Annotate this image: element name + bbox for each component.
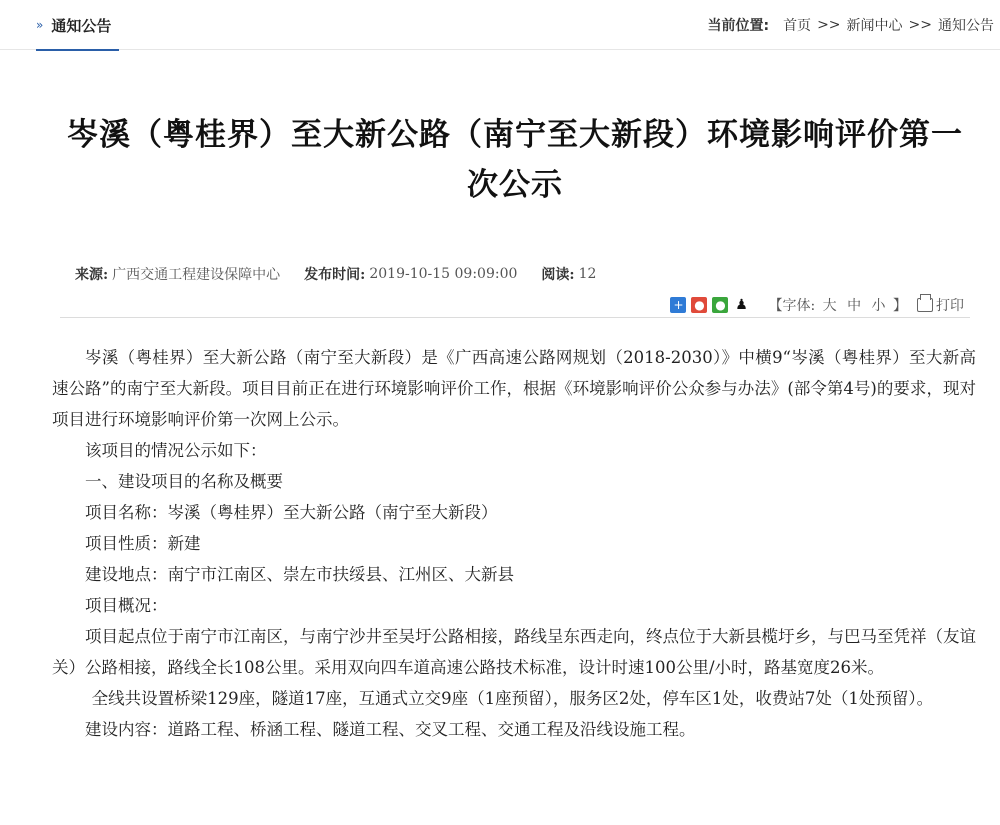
breadcrumb [707, 0, 994, 50]
body-paragraph: 一、建设项目的名称及概要 [85, 472, 283, 491]
share-more-icon[interactable]: + [670, 297, 686, 313]
breadcrumb-home-link[interactable]: 首页 [783, 18, 812, 34]
top-bar [0, 0, 1000, 50]
article-meta [75, 264, 620, 284]
font-size-selector [768, 295, 907, 315]
breadcrumb-notices-link[interactable]: 通知公告 [938, 18, 994, 34]
breadcrumb-prefix: 当前位置: [707, 18, 770, 34]
body-paragraph: 建设内容：道路工程、桥涵工程、隧道工程、交叉工程、交通工程及沿线设施工程。 [85, 720, 696, 739]
source-value: 广西交通工程建设保障中心 [112, 267, 281, 283]
body-paragraph: 该项目的情况公示如下： [85, 441, 267, 460]
print-button[interactable] [917, 295, 964, 315]
breadcrumb-separator: >> [908, 17, 932, 33]
section-tab-notices[interactable] [36, 0, 111, 50]
section-tab-label: 通知公告 [51, 16, 112, 35]
article-title: 岑溪（粤桂界）至大新公路（南宁至大新段）环境影响评价第一次公示 [67, 117, 963, 203]
publish-time-value: 2019-10-15 09:09:00 [369, 266, 518, 282]
read-count-label: 阅读: [541, 267, 575, 283]
body-paragraph: 全线共设置桥梁129座，隧道17座，互通式立交9座（1座预留），服务区2处，停车区1处，收费站7处（1处预留）。 [91, 689, 934, 708]
body-paragraph: 项目概况： [85, 596, 168, 615]
share-wechat-icon[interactable]: ● [712, 297, 728, 313]
body-paragraph: 项目性质：新建 [85, 534, 201, 553]
double-chevron-right-icon: » [36, 18, 44, 32]
publish-time-label: 发布时间: [304, 267, 366, 283]
breadcrumb-news-center-link[interactable]: 新闻中心 [846, 18, 903, 34]
source-label: 来源: [75, 267, 109, 283]
read-count-value: 12 [578, 266, 597, 282]
body-paragraph: 建设地点：南宁市江南区、崇左市扶绥县、江州区、大新县 [85, 565, 514, 584]
article-body [52, 342, 976, 745]
font-size-large-button[interactable]: 大 [822, 298, 837, 314]
font-size-medium-button[interactable]: 中 [847, 298, 862, 314]
printer-icon [917, 298, 933, 312]
article-tools [670, 295, 964, 315]
font-size-close-bracket: 】 [893, 298, 907, 314]
print-label: 打印 [936, 298, 964, 314]
share-qq-icon[interactable]: ♟ [735, 297, 748, 313]
body-paragraph: 岑溪（粤桂界）至大新公路（南宁至大新段）是《广西高速公路网规划（2018-2030）》中横9“岑溪（粤桂界）至大新高速公路”的南宁至大新段。项目目前正在进行环境影响评价工作，根据《环境影响评价公众参与办法》(部令第4号)的要求，现对项目进行环境影响评价第一次网上公示。 [52, 348, 976, 429]
font-size-small-button[interactable]: 小 [871, 298, 886, 314]
meta-divider [60, 317, 970, 318]
body-paragraph: 项目名称：岑溪（粤桂界）至大新公路（南宁至大新段） [85, 503, 498, 522]
share-weibo-icon[interactable]: ● [691, 297, 707, 313]
breadcrumb-separator: >> [817, 17, 841, 33]
body-paragraph: 项目起点位于南宁市江南区，与南宁沙井至吴圩公路相接，路线呈东西走向，终点位于大新县榄圩乡，与巴马至凭祥（友谊关）公路相接，路线全长108公里。采用双向四车道高速公路技术标准，设计时速100公里/小时，路基宽度26米。 [52, 627, 976, 677]
font-size-label: 【字体: [768, 298, 816, 314]
